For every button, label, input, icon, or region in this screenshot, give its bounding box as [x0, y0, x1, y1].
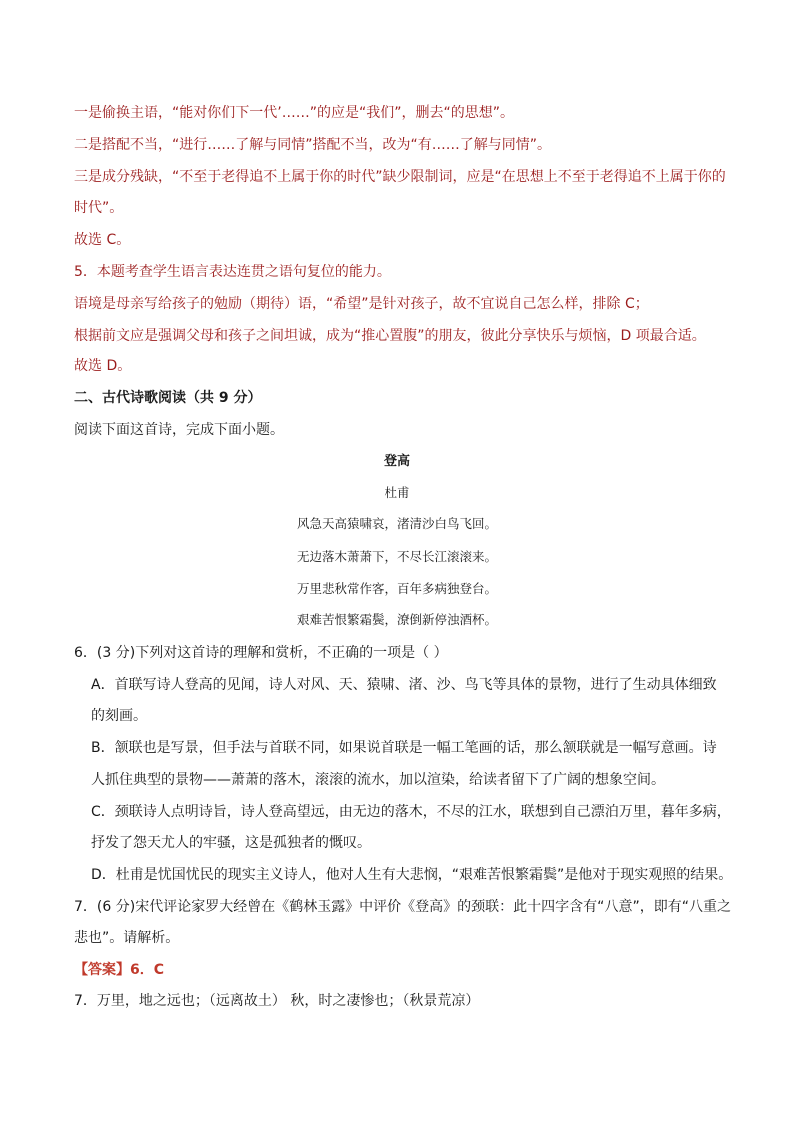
analysis-line: 时代”。 — [74, 200, 124, 216]
poem-line: 万里悲秋常作客，百年多病独登台。 — [296, 581, 497, 596]
option-d-line1: D．杜甫是忧国忧民的现实主义诗人，他对人生有大悲悯，“艰难苦恨繁霜鬓”是他对于现实观照的结果。 — [91, 867, 733, 883]
option-b-line1: B．颔联也是写景，但手法与首联不同，如果说首联是一幅工笔画的话，那么颔联就是一幅写意画。诗 — [91, 740, 717, 756]
answer-7-line: 7．万里，地之远也；（远离故土） 秋，时之凄惨也；（秋景荒凉） — [74, 993, 480, 1009]
option-c-line2: 抒发了怨天尤人的牢骚，这是孤独者的慨叹。 — [91, 835, 371, 851]
section-heading: 二、古代诗歌阅读（共 9 分） — [74, 390, 262, 406]
poem-line: 无边落木萧萧下，不尽长江滚滚来。 — [296, 549, 497, 564]
option-c-line1: C．颈联诗人点明诗旨，诗人登高望远，由无边的落木，不尽的江水，联想到自己漂泊万里，暮年多病， — [91, 804, 731, 820]
option-a-line1: A．首联写诗人登高的见闻，诗人对风、天、猿啸、渚、沙、鸟飞等具体的景物，进行了生动具体细致 — [91, 677, 717, 693]
analysis-line: 5．本题考查学生语言表达连贯之语句复位的能力。 — [74, 264, 391, 280]
poem-line: 风急天高猿啸哀，渚清沙白鸟飞回。 — [296, 516, 497, 531]
analysis-line: 三是成分残缺，“不至于老得追不上属于你的时代”缺少限制词，应是“在思想上不至于老得追不上属于你的 — [74, 169, 726, 185]
analysis-line: 语境是母亲写给孩子的勉励（期待）语，“希望”是针对孩子，故不宜说自己怎么样，排除 C； — [74, 296, 649, 312]
analysis-line: 根据前文应是强调父母和孩子之间坦诚，成为“推心置腹”的朋友，彼此分享快乐与烦恼，D 项最合适。 — [74, 328, 706, 344]
option-a-line2: 的刻画。 — [91, 708, 147, 724]
poem-line: 艰难苦恨繁霜鬓，潦倒新停浊酒杯。 — [296, 612, 497, 627]
answer-label: 【答案】6．C — [74, 962, 165, 978]
option-b-line2: 人抓住典型的景物——萧萧的落木，滚滚的流水，加以渲染，给读者留下了广阔的想象空间。 — [91, 772, 665, 788]
question-7-stem-line1: 7．(6 分)宋代评论家罗大经曾在《鹤林玉露》中评价《登高》的颈联：此十四字含有“八意”，即有“八重之 — [74, 899, 731, 915]
analysis-line: 二是搭配不当，“进行……了解与同情”搭配不当，改为“有……了解与同情”。 — [74, 137, 552, 153]
question-6-stem: 6．(3 分)下列对这首诗的理解和赏析，不正确的一项是（ ） — [74, 645, 448, 661]
poem-title: 登高 — [383, 454, 410, 469]
poem-author: 杜甫 — [384, 485, 410, 500]
analysis-line: 故选 C。 — [74, 232, 131, 248]
question-7-stem-line2: 悲也”。请解析。 — [74, 930, 180, 946]
analysis-line: 一是偷换主语，“能对你们下一代’……”的应是“我们”，删去“的思想”。 — [74, 105, 514, 121]
instruction-text: 阅读下面这首诗，完成下面小题。 — [74, 422, 284, 438]
analysis-line: 故选 D。 — [74, 358, 132, 374]
